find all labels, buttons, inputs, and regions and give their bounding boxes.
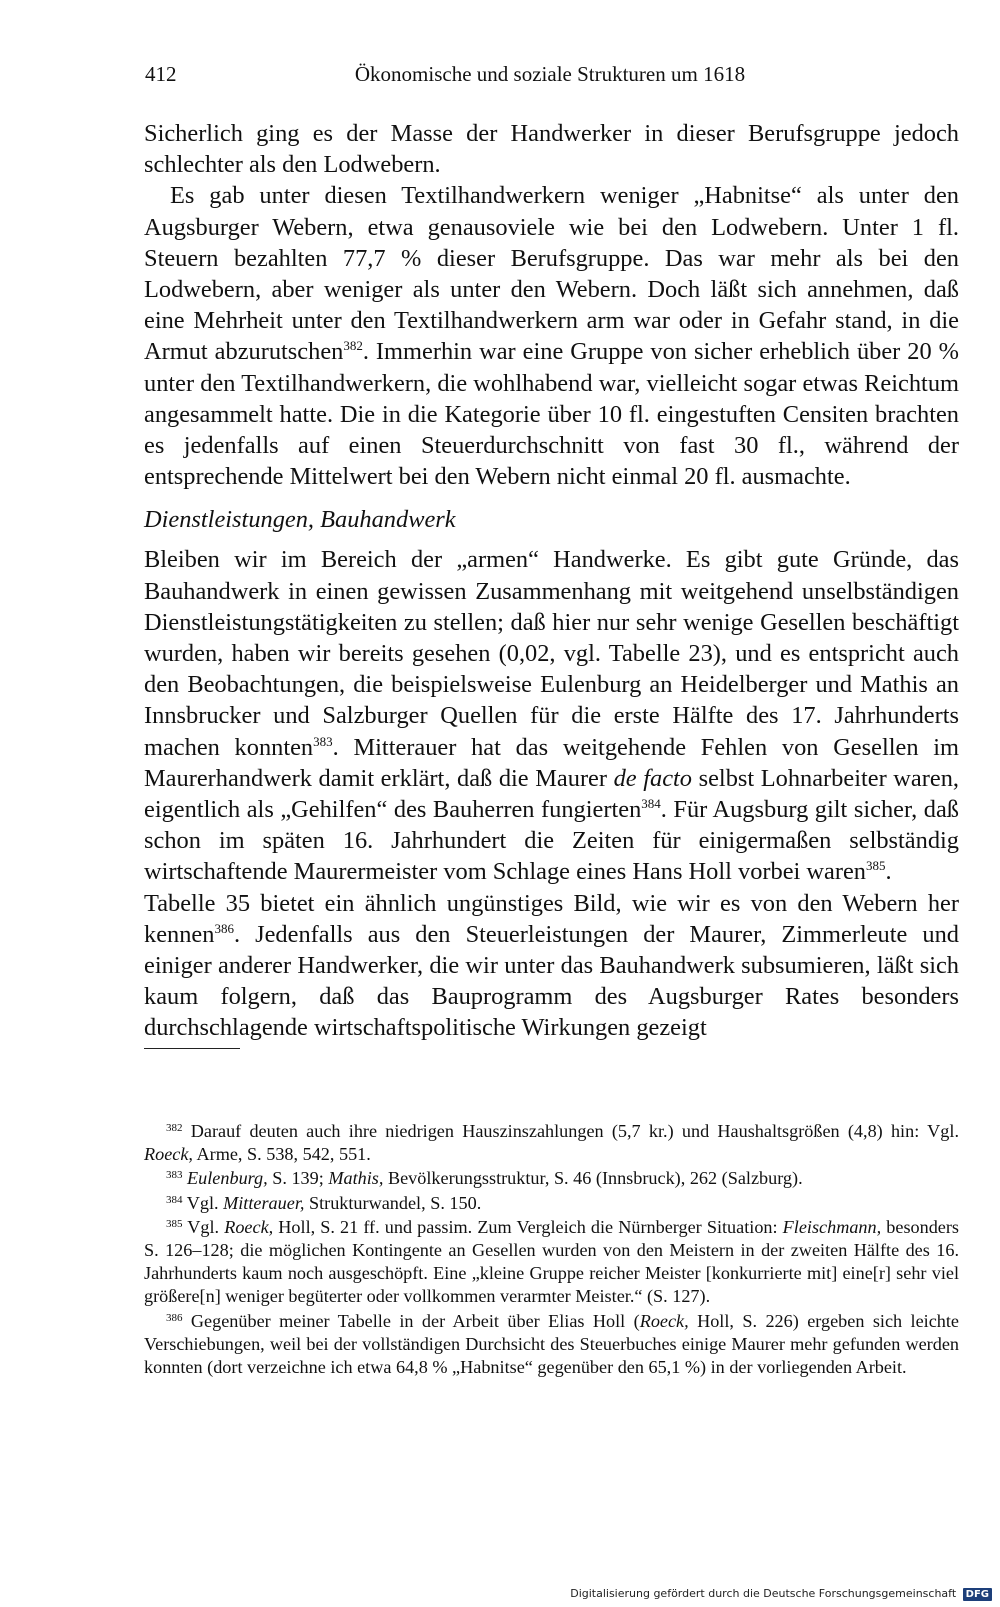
dfg-logo-icon: DFG bbox=[963, 1588, 992, 1601]
page-number: 412 bbox=[145, 62, 177, 86]
footnote-number: 384 bbox=[166, 1193, 183, 1206]
paragraph-3-text-e: . bbox=[885, 858, 892, 886]
footnote-ref-386[interactable]: 386 bbox=[214, 920, 234, 936]
paragraph-4-text-b: . Jedenfalls aus den Steuerleistungen der Maurer, Zimmerleute und einiger anderer Handwerker, die wir unter das Bauhandwerk subsumieren, läßt sich kaum folgern, daß das Bauprogramm des Augsburger Rates besonders durchschlagende wirtschaftspolitische Wirkungen gezeigt bbox=[144, 920, 959, 1042]
paragraph-2 bbox=[144, 180, 959, 492]
footnote-382 bbox=[144, 1120, 959, 1166]
footnote-author: Mitterauer, bbox=[223, 1192, 305, 1213]
paragraph-3-italic: de facto bbox=[613, 764, 692, 792]
credit-text: Digitalisierung gefördert durch die Deutsche Forschungsgemeinschaft bbox=[570, 1587, 957, 1600]
footnote-ref-383[interactable]: 383 bbox=[313, 733, 333, 749]
paragraph-2-text-b: . Immerhin war eine Gruppe von sicher erheblich über 20 % unter den Textilhandwerkern, die wohlhabend war, vielleicht sogar etwas Reichtum angesammelt hatte. Die in die Kategorie über 10 fl. eingestuften Censiten brachten es jedenfalls auf einen Steuerdurchschnitt von fast 30 fl., während der entsprechende Mittelwert bei den Webern nicht einmal 20 fl. ausmachte. bbox=[144, 338, 959, 491]
running-title: Ökonomische und soziale Strukturen um 1618 bbox=[354, 62, 746, 86]
footnote-text: S. 139; bbox=[267, 1168, 329, 1189]
main-text bbox=[144, 118, 959, 1049]
section-heading: Dienstleistungen, Bauhandwerk bbox=[144, 506, 456, 534]
footnote-text: besonders S. 126–128; die möglichen Kontingente an Gesellen wurden von den Meistern in der zweiten Hälfte des 16. Jahrhunderts kaum noch ausgeschöpft. Eine „kleine Gruppe reicher Meister [konkurrierte mit] eine[r] sehr viel größere[n] weniger begüterter oder vollkommen verarmter Meister.“ (S. 127). bbox=[144, 1216, 960, 1307]
paragraph-3-text-b: . Mitterauer hat das weitgehende Fehlen von Gesellen im Maurerhandwerk damit erklärt, daß die Maurer bbox=[144, 733, 959, 792]
footnote-number: 385 bbox=[166, 1217, 183, 1230]
footnote-text: Vgl. bbox=[182, 1192, 224, 1213]
footnote-author: Roeck, bbox=[639, 1310, 689, 1331]
footnote-author: Fleischmann, bbox=[782, 1216, 882, 1237]
footnote-author: Roeck, bbox=[144, 1144, 193, 1165]
footnote-author: Mathis, bbox=[328, 1168, 384, 1189]
paragraph-1-text: Sicherlich ging es der Masse der Handwerker in dieser Berufsgruppe jedoch schlechter als den Lodwebern. bbox=[144, 120, 959, 179]
page-header bbox=[145, 62, 955, 92]
footnote-number: 382 bbox=[166, 1122, 183, 1134]
footnote-text: Arme, S. 538, 542, 551. bbox=[192, 1144, 371, 1165]
paragraph-2-text-a: Es gab unter diesen Textilhandwerkern weniger „Habnitse“ als unter den Augsburger Webern, etwa genausoviele wie bei den Lodwebern. Unter 1 fl. Steuern bezahlten 77,7 % dieser Berufsgruppe. Das war mehr als bei den Lodwebern, aber weniger als unter den Webern. Doch läßt sich annehmen, daß eine Mehrheit unter den Textilhandwerkern arm war oder in Gefahr stand, in die Armut abzurutschen bbox=[144, 182, 959, 366]
footnote-text: Bevölkerungsstruktur, S. 46 (Innsbruck), 262 (Salzburg). bbox=[383, 1168, 803, 1189]
footnote-ref-382[interactable]: 382 bbox=[343, 338, 363, 354]
footnote-text: Holl, S. 21 ff. und passim. Zum Vergleich die Nürnberger Situation: bbox=[273, 1216, 783, 1237]
footnote-text: Vgl. bbox=[182, 1216, 225, 1237]
paragraph-1 bbox=[144, 118, 959, 180]
digitization-credit bbox=[570, 1587, 992, 1601]
footnote-385 bbox=[144, 1216, 959, 1309]
paragraph-3-text-a: Bleiben wir im Bereich der „armen“ Handwerke. Es gibt gute Gründe, das Bauhandwerk in einen gewissen Zusammenhang mit weitgehend unselbständigen Dienstleistungstätigkeiten zu stellen; daß hier nur sehr wenige Gesellen beschäftigt wurden, haben wir bereits gesehen (0,02, vgl. Tabelle 23), und es entspricht auch den Beobachtungen, die beispielsweise Eulenburg an Heidelberger und Mathis an Innsbrucker und Salzburger Quellen für die erste Hälfte des 17. Jahrhunderts machen konnten bbox=[144, 546, 959, 761]
footnote-author: Roeck, bbox=[224, 1216, 274, 1237]
footnote-text: Gegenüber meiner Tabelle in der Arbeit über Elias Holl ( bbox=[182, 1310, 640, 1331]
footnote-ref-384[interactable]: 384 bbox=[641, 796, 661, 812]
footnote-number: 386 bbox=[166, 1311, 183, 1324]
footnotes bbox=[144, 1120, 959, 1380]
paragraph-4-text-a: Tabelle 35 bietet ein ähnlich ungünstiges Bild, wie wir es von den Webern her kennen bbox=[144, 889, 959, 948]
paragraph-4 bbox=[144, 888, 959, 1044]
footnote-386 bbox=[144, 1310, 959, 1380]
paragraph-3-text-c: selbst Lohnarbeiter waren, eigentlich als „Gehilfen“ des Bauherren fungierten bbox=[144, 764, 959, 824]
footnote-number: 383 bbox=[166, 1169, 183, 1182]
footnote-text: Holl, S. 226) ergeben sich leichte Verschiebungen, weil bei der vollständigen Durchsicht des Steuerbuches einige Maurer mehr gefunden werden konnten (dort verzeichne ich etwa 64,8 % „Habnitse“ gegenüber den 65,1 %) in der vorliegenden Arbeit. bbox=[144, 1310, 960, 1378]
footnote-text: Strukturwandel, S. 150. bbox=[304, 1192, 482, 1213]
footnote-383 bbox=[144, 1167, 959, 1190]
footnote-author: Eulenburg, bbox=[187, 1168, 268, 1189]
footnote-384 bbox=[144, 1192, 959, 1215]
footnote-ref-385[interactable]: 385 bbox=[866, 858, 886, 874]
footnote-text: Darauf deuten auch ihre niedrigen Hauszinszahlungen (5,7 kr.) und Haushaltsgrößen (4,8) hin: Vgl. bbox=[182, 1121, 959, 1141]
paragraph-3 bbox=[144, 544, 959, 887]
footnote-separator bbox=[144, 1048, 240, 1049]
paragraph-3-text-d: . Für Augsburg gilt sicher, daß schon im späten 16. Jahrhundert die Zeiten für einigermaßen selbständig wirtschaftende Maurermeister vom Schlage eines Hans Holl vorbei waren bbox=[144, 796, 959, 886]
